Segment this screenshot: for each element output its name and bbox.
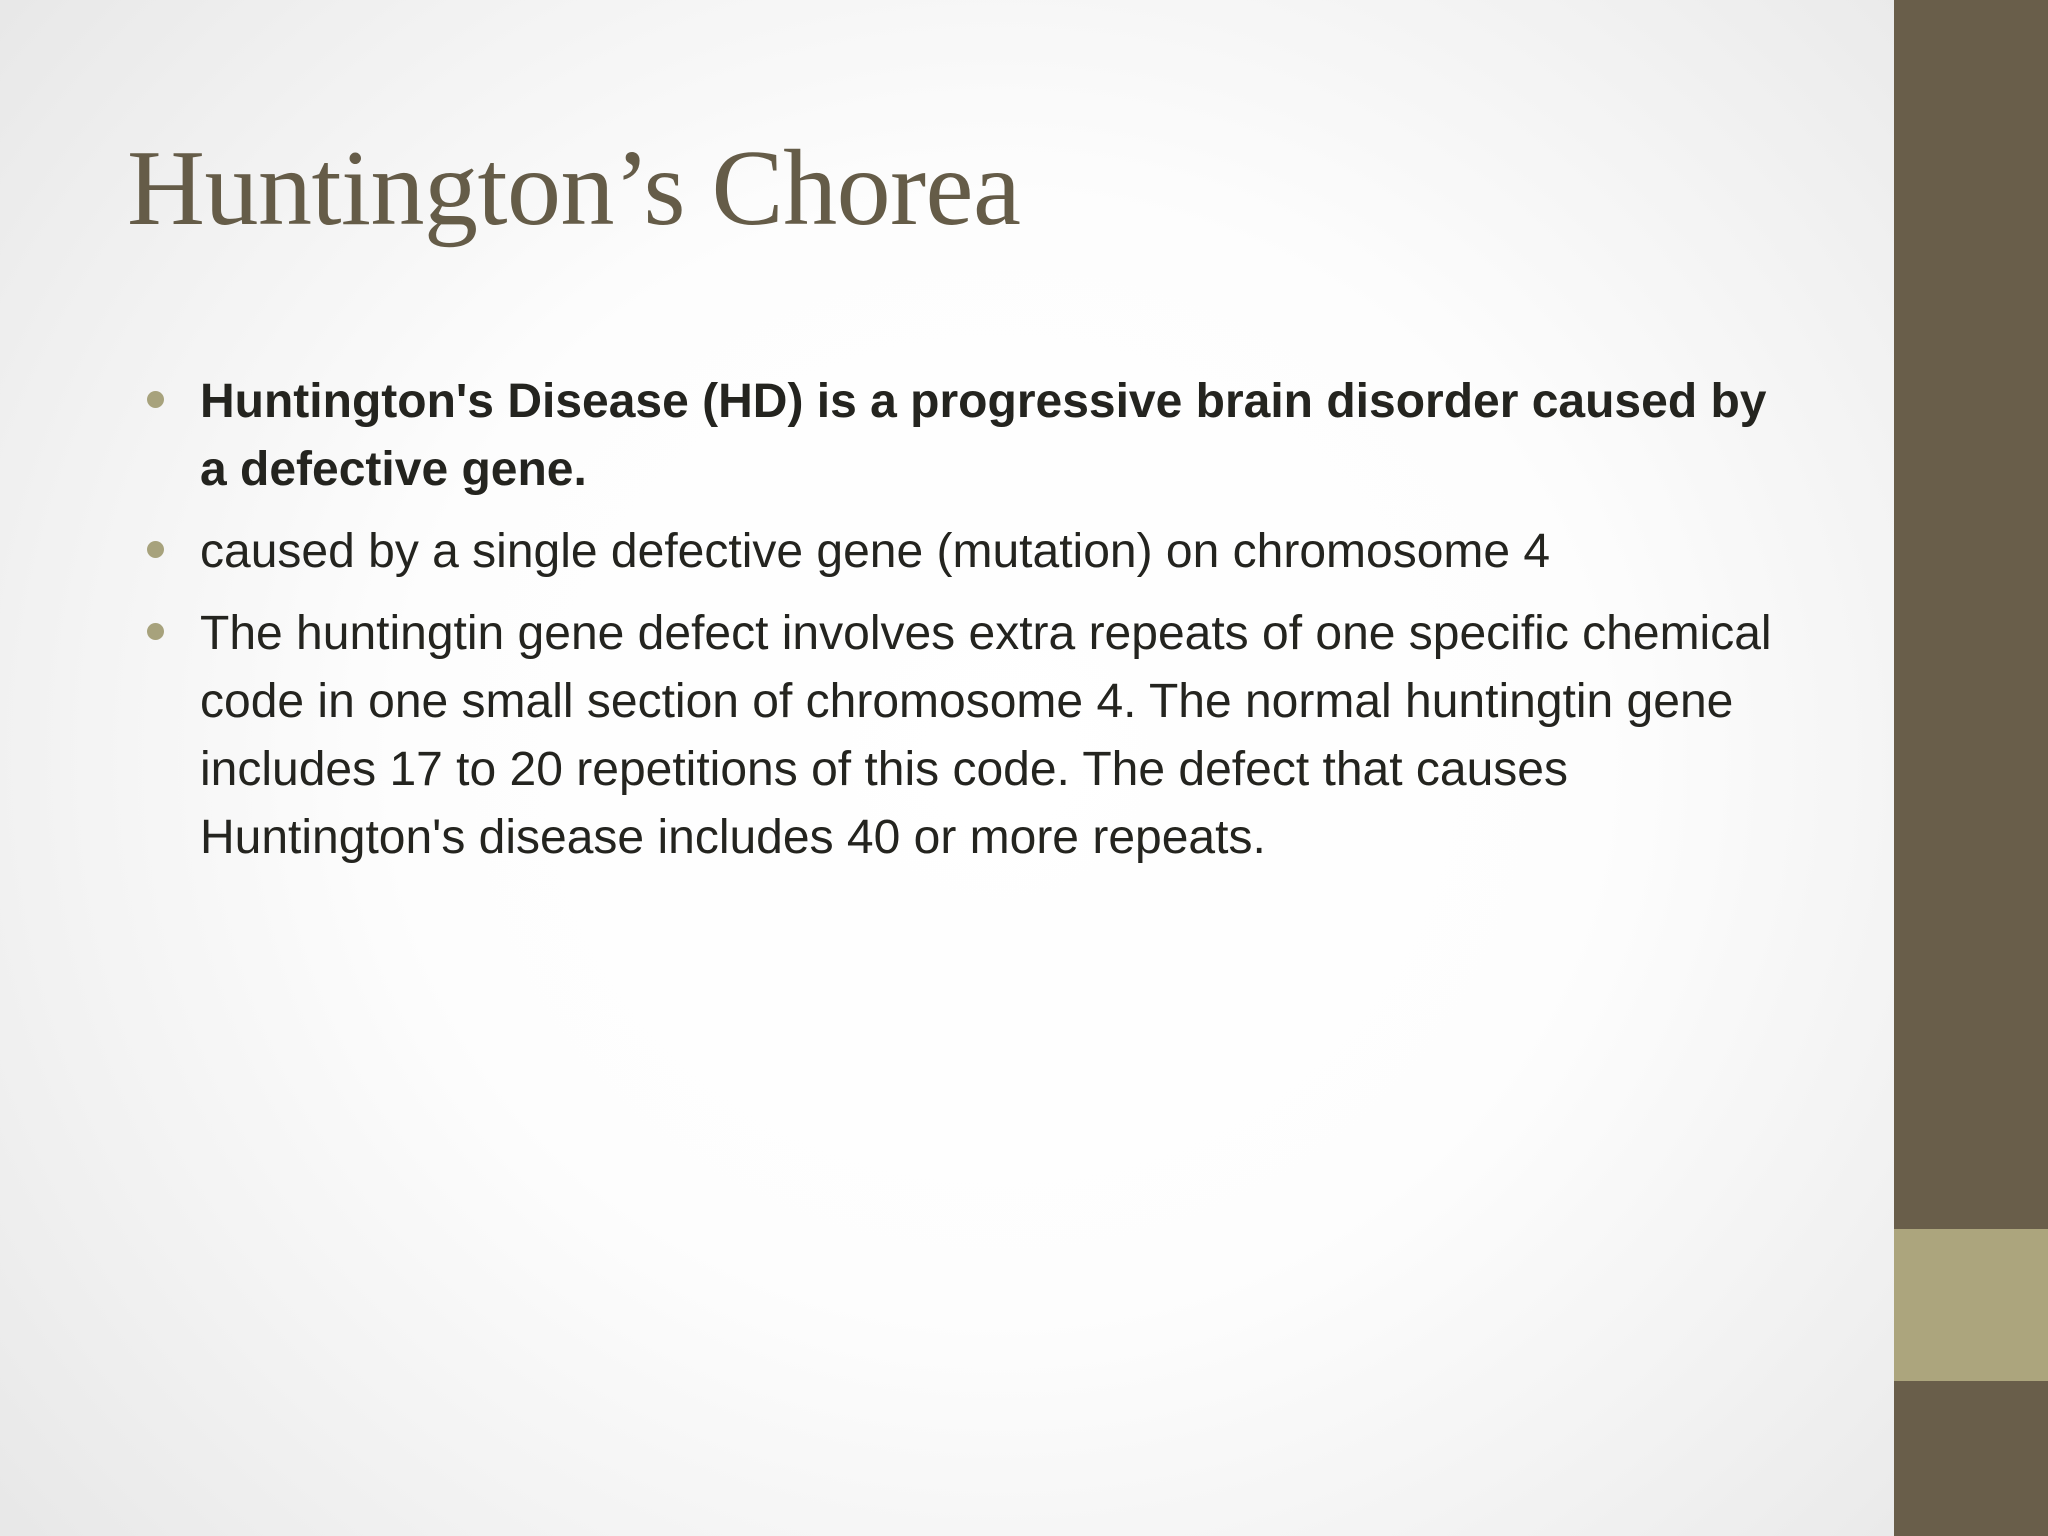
sidebar-accent-block — [1894, 1229, 2048, 1381]
bullet-text: caused by a single defective gene (mutation) on chromosome 4 — [200, 525, 1551, 578]
slide-title: Huntington’s Chorea — [127, 129, 1021, 248]
bullet-item — [140, 368, 1780, 504]
bullet-dot-icon — [147, 541, 164, 558]
bullet-dot-icon — [147, 623, 164, 640]
bullet-list — [140, 368, 1780, 886]
bullet-item — [140, 600, 1780, 872]
bullet-item — [140, 518, 1780, 586]
bullet-dot-icon — [147, 391, 164, 408]
bullet-text: The huntingtin gene defect involves extra repeats of one specific chemical code in one small section of chromosome 4. The normal huntingtin gene includes 17 to 20 repetitions of this code. The defect that causes Huntington's disease includes 40 or more repeats. — [200, 607, 1772, 864]
bullet-text: Huntington's Disease (HD) is a progressive brain disorder caused by a defective gene. — [200, 375, 1767, 496]
